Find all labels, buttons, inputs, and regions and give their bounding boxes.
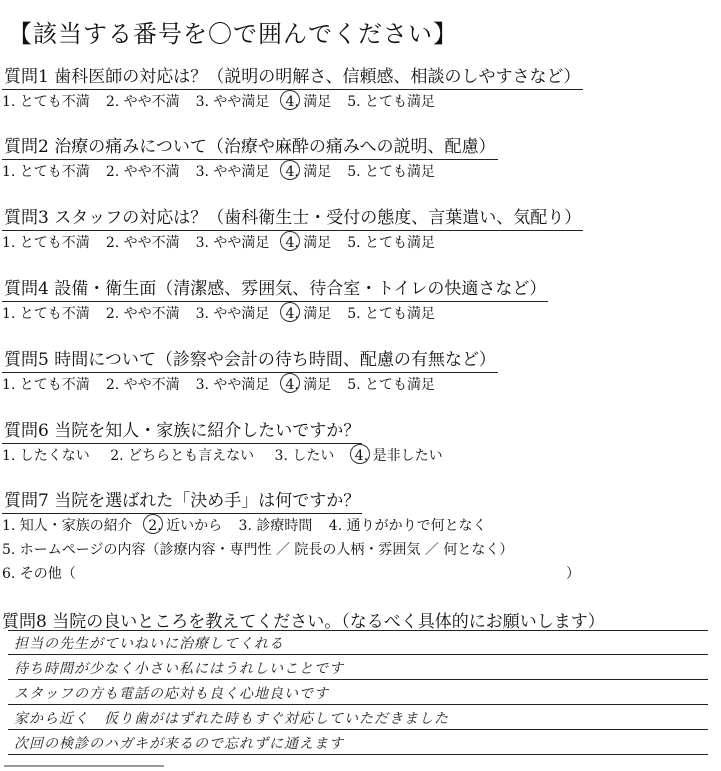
answer-rule bbox=[8, 654, 708, 655]
question-5-label: 質問5 時間について（診察や会計の待ち時間、配慮の有無など） bbox=[2, 345, 498, 373]
q1-option-1[interactable]: 1. とても不満 bbox=[2, 94, 90, 110]
q7-option-6[interactable]: 6. その他（ bbox=[2, 566, 76, 582]
question-3-label: 質問3 スタッフの対応は？（歯科衛生士・受付の態度、言葉遣い、気配り） bbox=[2, 203, 583, 231]
question-4 bbox=[2, 274, 548, 302]
q4-option-5[interactable]: 5. とても満足 bbox=[347, 306, 436, 322]
q6-option-4[interactable]: 4. 是非したい bbox=[354, 448, 443, 464]
q3-option-1[interactable]: 1. とても不満 bbox=[2, 235, 90, 251]
question-8 bbox=[2, 607, 605, 632]
q4-option-4[interactable]: 4. 満足 bbox=[285, 306, 332, 322]
q5-option-3[interactable]: 3. やや満足 bbox=[195, 377, 270, 393]
question-8-label: 質問8 当院の良いところを教えてください。（なるべく具体的にお願いします） bbox=[2, 612, 605, 632]
q3-option-3[interactable]: 3. やや満足 bbox=[195, 235, 270, 251]
q7-option-3[interactable]: 3. 診療時間 bbox=[238, 518, 313, 534]
q4-option-3[interactable]: 3. やや満足 bbox=[195, 306, 270, 322]
question-7-options-row-1 bbox=[2, 515, 499, 535]
question-6-label: 質問6 当院を知人・家族に紹介したいですか？ bbox=[2, 416, 362, 444]
q7-option-5[interactable]: 5. ホームページの内容（診療内容・専門性 ／ 院長の人柄・雰囲気 ／ 何となく） bbox=[2, 542, 514, 558]
question-5-options bbox=[2, 374, 451, 394]
q5-option-1[interactable]: 1. とても不満 bbox=[2, 377, 90, 393]
answer-line-2[interactable]: 待ち時間が少なく小さい私にはうれしいことです bbox=[14, 661, 344, 677]
question-1-options bbox=[2, 91, 451, 111]
q3-option-2[interactable]: 2. やや不満 bbox=[105, 235, 180, 251]
q1-option-4[interactable]: 4. 満足 bbox=[285, 94, 332, 110]
q3-option-5[interactable]: 5. とても満足 bbox=[347, 235, 436, 251]
answer-rule bbox=[8, 630, 708, 631]
question-5 bbox=[2, 345, 498, 373]
question-3 bbox=[2, 203, 583, 231]
q7-option-4[interactable]: 4. 通りがかりで何となく bbox=[328, 518, 487, 534]
q4-option-1[interactable]: 1. とても不満 bbox=[2, 306, 90, 322]
q7-option-2[interactable]: 2. 近いから bbox=[148, 518, 223, 534]
answer-line-4[interactable]: 家から近く 仮り歯がはずれた時もすぐ対応していただきました bbox=[14, 711, 449, 727]
q7-option-6-close-paren: ） bbox=[566, 566, 580, 582]
question-2 bbox=[2, 132, 498, 160]
answer-line-3[interactable]: スタッフの方も電話の応対も良く心地良いです bbox=[14, 686, 329, 702]
q1-option-3[interactable]: 3. やや満足 bbox=[195, 94, 270, 110]
question-6 bbox=[2, 416, 362, 444]
answer-line-5[interactable]: 次回の検診のハガキが来るので忘れずに通えます bbox=[14, 736, 344, 752]
q3-option-4[interactable]: 4. 満足 bbox=[285, 235, 332, 251]
answer-line-1[interactable]: 担当の先生がていねいに治療してくれる bbox=[14, 636, 284, 652]
answer-rule bbox=[8, 754, 708, 755]
q5-option-2[interactable]: 2. やや不満 bbox=[105, 377, 180, 393]
q5-option-5[interactable]: 5. とても満足 bbox=[347, 377, 436, 393]
answer-rule bbox=[8, 704, 708, 705]
question-1 bbox=[2, 62, 583, 90]
q1-option-5[interactable]: 5. とても満足 bbox=[347, 94, 436, 110]
q7-option-1[interactable]: 1. 知人・家族の紹介 bbox=[2, 518, 132, 534]
q4-option-2[interactable]: 2. やや不満 bbox=[105, 306, 180, 322]
question-6-options bbox=[2, 445, 459, 465]
q5-option-4[interactable]: 4. 満足 bbox=[285, 377, 332, 393]
q6-option-1[interactable]: 1. したくない bbox=[2, 448, 90, 464]
cropped-next-question bbox=[0, 762, 721, 771]
question-4-options bbox=[2, 303, 451, 323]
answer-rule bbox=[8, 679, 708, 680]
q2-option-2[interactable]: 2. やや不満 bbox=[105, 164, 180, 180]
question-3-options bbox=[2, 232, 451, 252]
q6-option-3[interactable]: 3. したい bbox=[274, 448, 335, 464]
q2-option-5[interactable]: 5. とても満足 bbox=[347, 164, 436, 180]
question-1-label: 質問1 歯科医師の対応は？（説明の明解さ、信頼感、相談のしやすさなど） bbox=[2, 62, 583, 90]
q1-option-2[interactable]: 2. やや不満 bbox=[105, 94, 180, 110]
question-2-label: 質問2 治療の痛みについて（治療や麻酔の痛みへの説明、配慮） bbox=[2, 132, 498, 160]
q6-option-2[interactable]: 2. どちらとも言えない bbox=[110, 448, 255, 464]
question-7-label: 質問7 当院を選ばれた「決め手」は何ですか？ bbox=[2, 486, 362, 514]
q2-option-3[interactable]: 3. やや満足 bbox=[195, 164, 270, 180]
answer-rule bbox=[8, 729, 708, 730]
q2-option-4[interactable]: 4. 満足 bbox=[285, 164, 332, 180]
question-2-options bbox=[2, 161, 451, 181]
q2-option-1[interactable]: 1. とても不満 bbox=[2, 164, 90, 180]
question-7 bbox=[2, 486, 362, 514]
question-4-label: 質問4 設備・衛生面（清潔感、雰囲気、待合室・トイレの快適さなど） bbox=[2, 274, 548, 302]
page-title: 【該当する番号を〇で囲んでください】 bbox=[8, 20, 458, 48]
